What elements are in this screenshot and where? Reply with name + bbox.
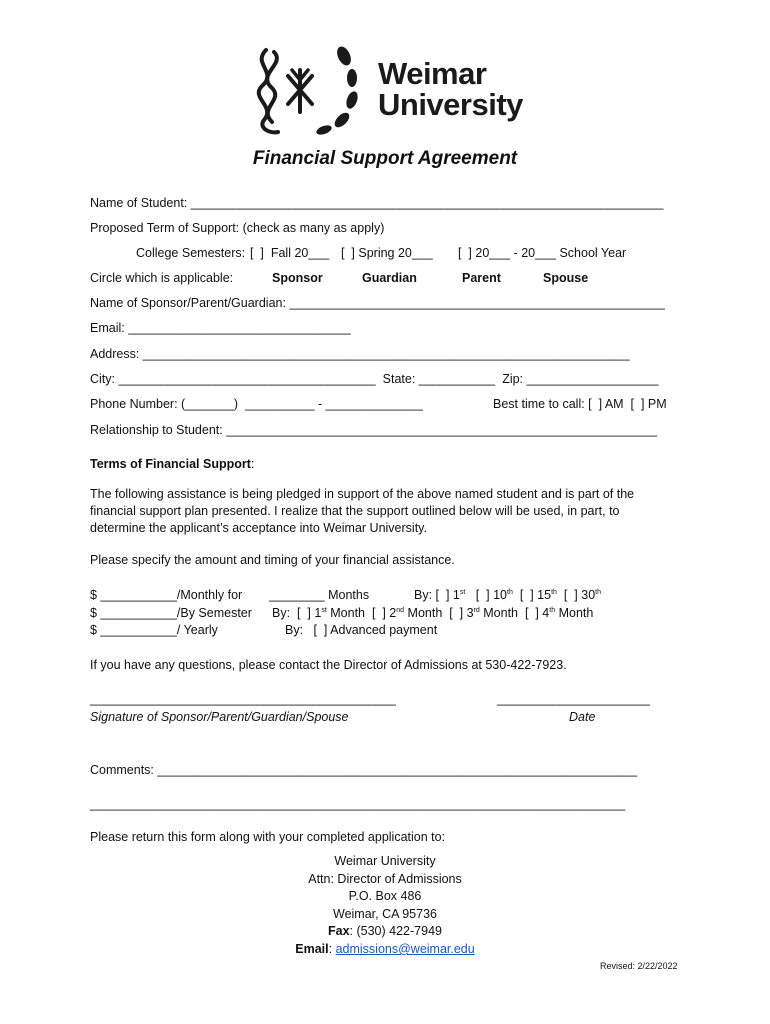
- weimar-university-emblem-icon: [248, 42, 368, 138]
- date-label: Date: [569, 710, 596, 724]
- form-title: Financial Support Agreement: [252, 148, 518, 169]
- logo-line-university: University: [378, 87, 523, 122]
- semester-month-end: Month: [555, 606, 594, 620]
- semester-amount-field[interactable]: $ ___________/By Semester: [90, 606, 252, 620]
- terms-paragraph-line-2: financial support plan presented. I realize that the support outlined below will be used, in part, to: [90, 504, 620, 518]
- school-year-checkbox[interactable]: [ ] 20___ - 20___ School Year: [458, 246, 627, 260]
- college-semesters-label: College Semesters:: [136, 246, 246, 260]
- sup-th: th: [551, 588, 557, 596]
- admissions-email-link[interactable]: admissions@weimar.edu: [335, 942, 475, 956]
- day-15th-option[interactable]: [ ] 15: [519, 588, 552, 602]
- terms-heading-colon: :: [250, 457, 255, 471]
- fax-label: Fax: [328, 924, 350, 938]
- signature-line[interactable]: ____________________________________________: [90, 692, 396, 706]
- spouse-option[interactable]: Spouse: [543, 271, 589, 285]
- questions-contact-text: If you have any questions, please contact the Director of Admissions at 530-422-7923.: [90, 658, 567, 672]
- comments-line-2[interactable]: _____________________________________________________________________________: [90, 797, 626, 811]
- sponsor-option[interactable]: Sponsor: [272, 271, 323, 285]
- circle-applicable-label: Circle which is applicable:: [90, 271, 234, 285]
- semester-month-options[interactable]: [272, 605, 593, 621]
- terms-paragraph-line-3: determine the applicant’s acceptance into Weimar University.: [90, 521, 427, 535]
- address-line-4: Weimar, CA 95736: [333, 907, 437, 921]
- guardian-option[interactable]: Guardian: [362, 271, 417, 285]
- address-line-3: P.O. Box 486: [348, 889, 422, 903]
- email-field[interactable]: Email: ________________________________: [90, 321, 351, 335]
- phone-number-field[interactable]: Phone Number: (_______) __________ - ______________: [90, 397, 423, 411]
- semester-month-4th[interactable]: Month [ ] 4: [479, 606, 550, 620]
- revised-date: Revised: 2/22/2022: [600, 961, 678, 971]
- months-field[interactable]: ________ Months: [269, 588, 370, 602]
- terms-paragraph-line-1: The following assistance is being pledged in support of the above named student and is part of the: [90, 487, 635, 501]
- monthly-amount-field[interactable]: $ ___________/Monthly for: [90, 588, 243, 602]
- fall-checkbox[interactable]: [ ] Fall 20___: [250, 246, 330, 260]
- address-line-2: Attn: Director of Admissions: [308, 872, 462, 886]
- email-separator: :: [328, 942, 336, 956]
- email-label: Email: [295, 942, 329, 956]
- sup-th: th: [507, 588, 513, 596]
- advanced-payment-option[interactable]: By: [ ] Advanced payment: [285, 623, 438, 637]
- logo: [248, 42, 538, 138]
- monthly-day-options[interactable]: [414, 587, 601, 603]
- day-10th-option[interactable]: [ ] 10: [475, 588, 508, 602]
- semester-by-1st[interactable]: By: [ ] 1: [272, 606, 322, 620]
- yearly-amount-field[interactable]: $ ___________/ Yearly: [90, 623, 218, 637]
- sup-st: st: [459, 588, 466, 596]
- comments-field[interactable]: Comments: _____________________________________________________________________: [90, 763, 638, 777]
- sup-th: th: [595, 588, 602, 596]
- address-line-1: Weimar University: [334, 854, 436, 868]
- day-1st-option[interactable]: By: [ ] 1: [414, 588, 460, 602]
- return-instruction: Please return this form along with your completed application to:: [90, 830, 446, 844]
- semester-month-2nd[interactable]: Month [ ] 2: [326, 606, 397, 620]
- logo-wordmark: [378, 58, 523, 120]
- city-state-zip-field[interactable]: City: _____________________________________ State: ___________ Zip: ___________________: [90, 372, 659, 386]
- logo-line-weimar: Weimar: [378, 56, 487, 91]
- parent-option[interactable]: Parent: [462, 271, 501, 285]
- spring-checkbox[interactable]: [ ] Spring 20___: [341, 246, 433, 260]
- relationship-field[interactable]: Relationship to Student: ______________________________________________________________: [90, 423, 658, 437]
- terms-heading: [90, 456, 254, 472]
- name-of-sponsor-field[interactable]: Name of Sponsor/Parent/Guardian: ______________________________________________________: [90, 296, 665, 310]
- specify-instruction: Please specify the amount and timing of your financial assistance.: [90, 553, 455, 567]
- fax-value: : (530) 422-7949: [349, 924, 442, 938]
- sup-st: st: [321, 606, 327, 614]
- fax-line: [0, 923, 770, 940]
- sup-nd: nd: [396, 606, 405, 614]
- day-30th-option[interactable]: [ ] 30: [563, 588, 596, 602]
- signature-label: Signature of Sponsor/Parent/Guardian/Spouse: [90, 710, 349, 724]
- terms-heading-text: Terms of Financial Support: [90, 457, 251, 471]
- email-line: [0, 941, 770, 958]
- date-line[interactable]: ______________________: [497, 692, 650, 706]
- sup-th: th: [549, 606, 556, 614]
- semester-month-3rd[interactable]: Month [ ] 3: [404, 606, 474, 620]
- sup-rd: rd: [473, 606, 480, 614]
- name-of-student-field[interactable]: Name of Student: ____________________________________________________________________: [90, 196, 664, 210]
- address-field[interactable]: Address: ______________________________________________________________________: [90, 347, 630, 361]
- best-time-to-call[interactable]: Best time to call: [ ] AM [ ] PM: [493, 397, 667, 411]
- proposed-term-label: Proposed Term of Support: (check as many as apply): [90, 221, 385, 235]
